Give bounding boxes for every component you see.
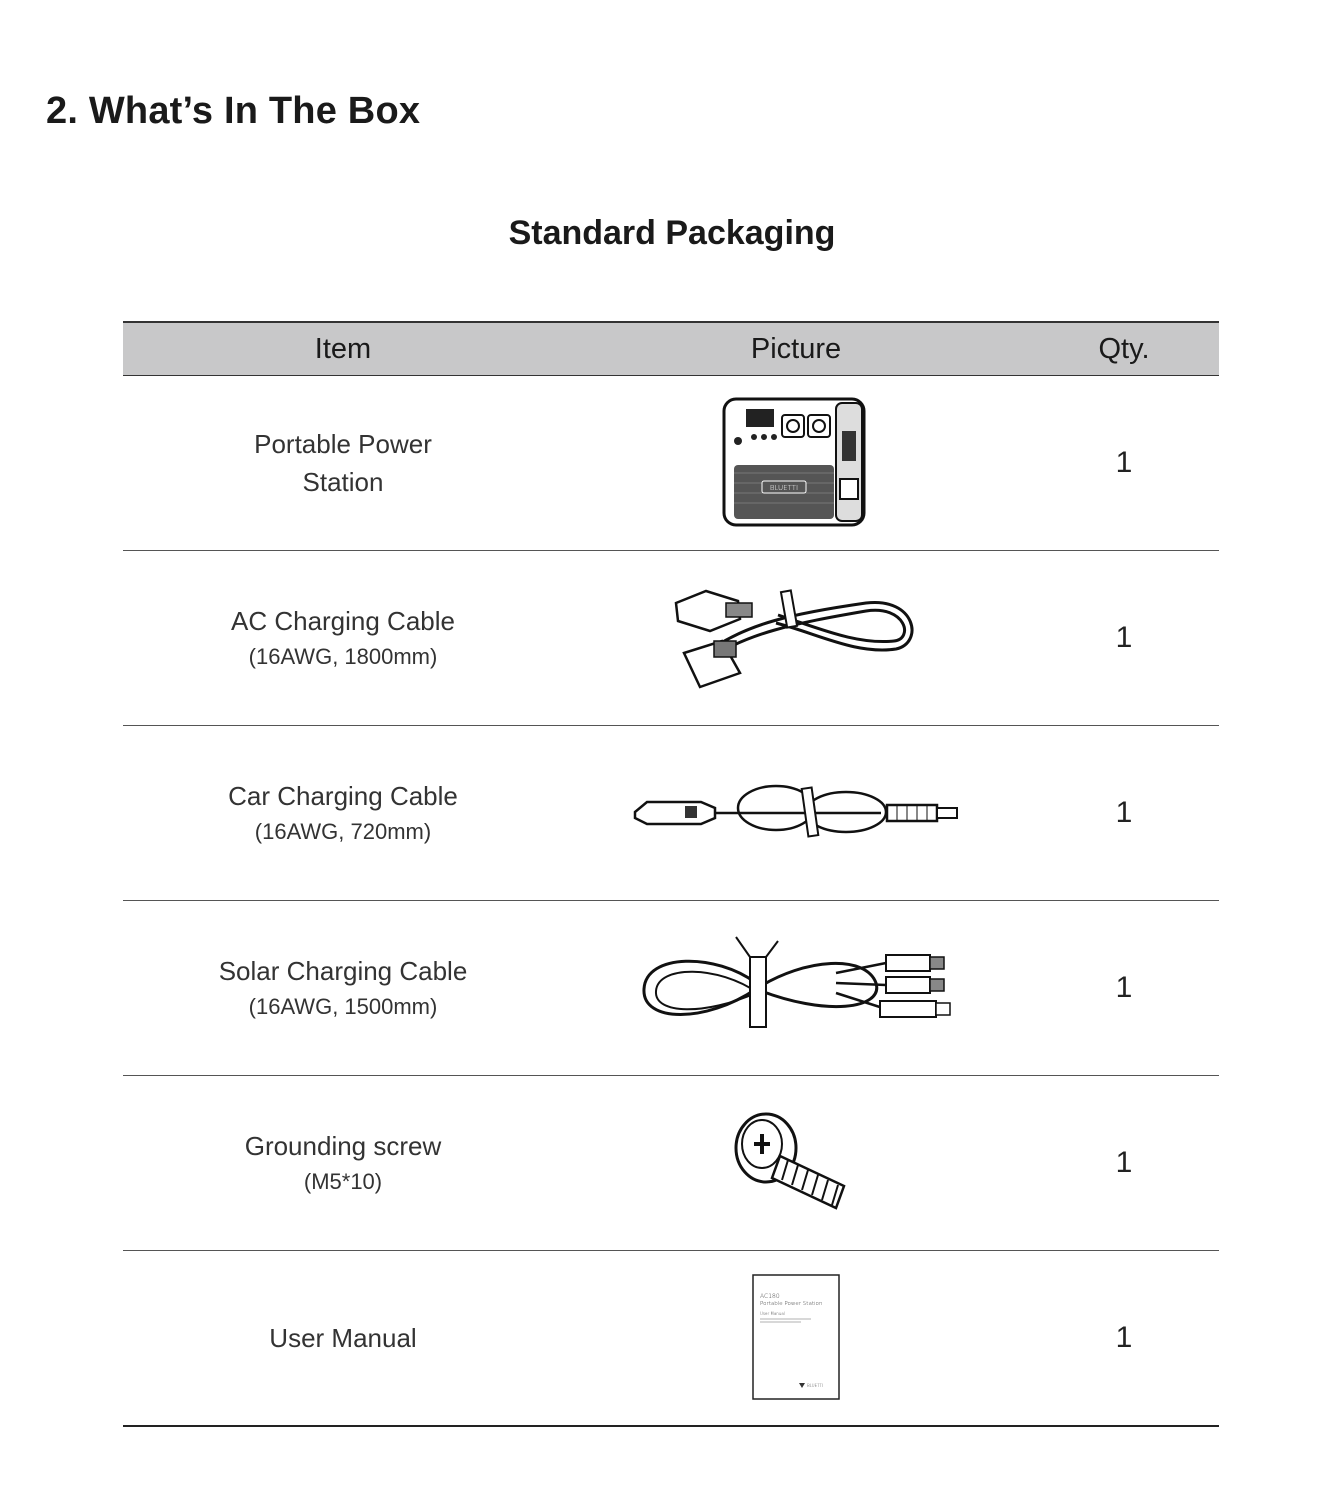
item-name: Car Charging Cable <box>228 781 458 811</box>
item-qty: 1 <box>1115 1321 1133 1354</box>
item-cell <box>123 726 563 901</box>
item-qty: 1 <box>1115 971 1133 1004</box>
manual-subtitle: Portable Power Station <box>760 1301 823 1307</box>
picture-cell <box>563 726 1029 901</box>
packaging-subtitle: Standard Packaging <box>508 214 836 252</box>
item-name: Solar Charging Cable <box>218 956 468 986</box>
qty-cell <box>1029 726 1219 901</box>
header-picture: Picture <box>563 322 1029 376</box>
qty-cell <box>1029 1076 1219 1251</box>
header-qty: Qty. <box>1029 322 1219 376</box>
item-qty: 1 <box>1115 1146 1133 1179</box>
picture-cell <box>563 1076 1029 1251</box>
item-spec: (M5*10) <box>303 1169 383 1194</box>
table-row <box>123 1251 1219 1427</box>
qty-cell <box>1029 551 1219 726</box>
item-spec: (16AWG, 1800mm) <box>248 644 438 669</box>
section-title: 2. What’s In The Box <box>46 90 421 132</box>
item-name: User Manual <box>269 1323 417 1353</box>
picture-cell <box>563 376 1029 551</box>
manual-label: User Manual <box>760 1311 785 1316</box>
picture-cell <box>563 901 1029 1076</box>
item-name: Portable Power Station <box>254 429 432 497</box>
item-qty: 1 <box>1115 446 1133 479</box>
power-station-icon <box>716 393 876 533</box>
item-cell <box>123 1076 563 1251</box>
table-row <box>123 901 1219 1076</box>
table-row <box>123 1076 1219 1251</box>
manual-model: AC180 <box>760 1293 780 1300</box>
brand-label: BLUETTI <box>769 484 799 492</box>
car-cable-icon <box>631 778 961 848</box>
ac-cable-icon <box>666 583 926 693</box>
table-row <box>123 376 1219 551</box>
item-name: Grounding screw <box>244 1131 442 1161</box>
packaging-table <box>123 321 1219 1427</box>
header-item: Item <box>123 322 563 376</box>
picture-cell <box>563 1251 1029 1427</box>
item-cell <box>123 551 563 726</box>
qty-cell <box>1029 901 1219 1076</box>
table-header-row <box>123 322 1219 376</box>
item-name: AC Charging Cable <box>230 606 455 636</box>
item-qty: 1 <box>1115 796 1133 829</box>
picture-cell <box>563 551 1029 726</box>
solar-cable-icon <box>636 933 956 1043</box>
item-cell <box>123 901 563 1076</box>
item-qty: 1 <box>1115 621 1133 654</box>
qty-cell <box>1029 1251 1219 1427</box>
item-spec: (16AWG, 1500mm) <box>248 994 438 1019</box>
qty-cell <box>1029 376 1219 551</box>
item-cell <box>123 1251 563 1427</box>
table-row <box>123 726 1219 901</box>
table-row <box>123 551 1219 726</box>
screw-icon <box>726 1108 866 1218</box>
manual-brand: BLUETTI <box>807 1383 824 1388</box>
item-spec: (16AWG, 720mm) <box>254 819 432 844</box>
user-manual-icon <box>751 1273 841 1403</box>
item-cell <box>123 376 563 551</box>
